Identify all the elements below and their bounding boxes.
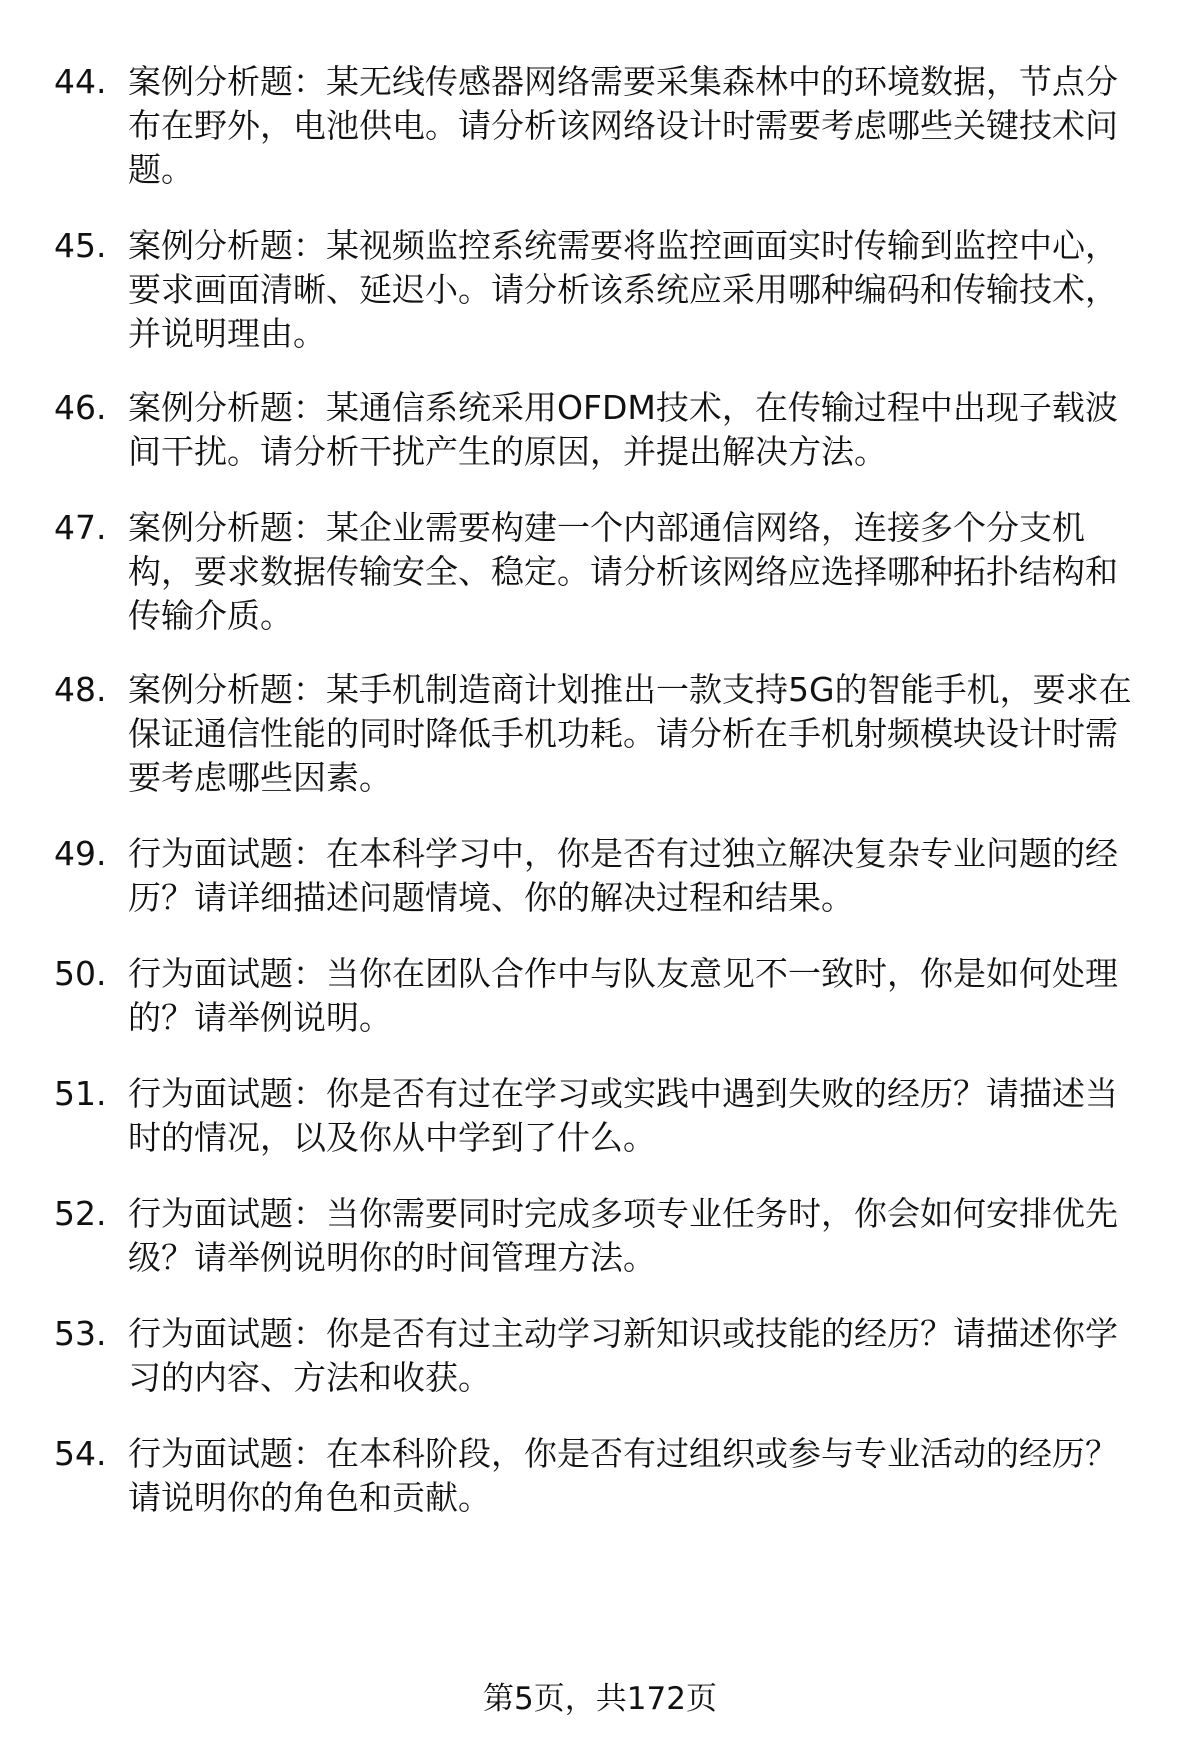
question-text: 案例分析题：某通信系统采用OFDM技术，在传输过程中出现子载波间干扰。请分析干扰产生的原因，并提出解决方法。 [128, 388, 1118, 471]
page-number-label: 第5页，共172页 [483, 1681, 717, 1717]
question-number: 52. [54, 1194, 107, 1233]
question-text: 案例分析题：某视频监控系统需要将监控画面实时传输到监控中心，要求画面清晰、延迟小。请分析该系统应采用哪种编码和传输技术，并说明理由。 [128, 226, 1118, 353]
question-number: 45. [54, 226, 107, 265]
page-footer [0, 1677, 1200, 1721]
question-text: 行为面试题：在本科学习中，你是否有过独立解决复杂专业问题的经历？请详细描述问题情境、你的解决过程和结果。 [128, 834, 1118, 917]
question-number: 46. [54, 388, 107, 427]
question-number: 49. [54, 834, 107, 873]
question-number: 51. [54, 1074, 107, 1113]
question-text: 行为面试题：在本科阶段，你是否有过组织或参与专业活动的经历？请说明你的角色和贡献。 [128, 1434, 1118, 1517]
question-text: 案例分析题：某企业需要构建一个内部通信网络，连接多个分支机构，要求数据传输安全、稳定。请分析该网络应选择哪种拓扑结构和传输介质。 [128, 508, 1118, 635]
question-number: 53. [54, 1314, 107, 1353]
question-text: 案例分析题：某无线传感器网络需要采集森林中的环境数据，节点分布在野外，电池供电。请分析该网络设计时需要考虑哪些关键技术问题。 [128, 62, 1118, 189]
question-number: 50. [54, 954, 107, 993]
question-number: 48. [54, 670, 107, 709]
question-text: 行为面试题：当你在团队合作中与队友意见不一致时，你是如何处理的？请举例说明。 [128, 954, 1118, 1037]
question-text: 行为面试题：你是否有过在学习或实践中遇到失败的经历？请描述当时的情况，以及你从中学到了什么。 [128, 1074, 1118, 1157]
question-number: 47. [54, 508, 107, 547]
question-number: 54. [54, 1434, 107, 1473]
question-text: 行为面试题：你是否有过主动学习新知识或技能的经历？请描述你学习的内容、方法和收获。 [128, 1314, 1118, 1397]
question-text: 行为面试题：当你需要同时完成多项专业任务时，你会如何安排优先级？请举例说明你的时间管理方法。 [128, 1194, 1118, 1277]
question-number: 44. [54, 62, 107, 101]
question-text: 案例分析题：某手机制造商计划推出一款支持5G的智能手机，要求在保证通信性能的同时降低手机功耗。请分析在手机射频模块设计时需要考虑哪些因素。 [128, 670, 1132, 797]
